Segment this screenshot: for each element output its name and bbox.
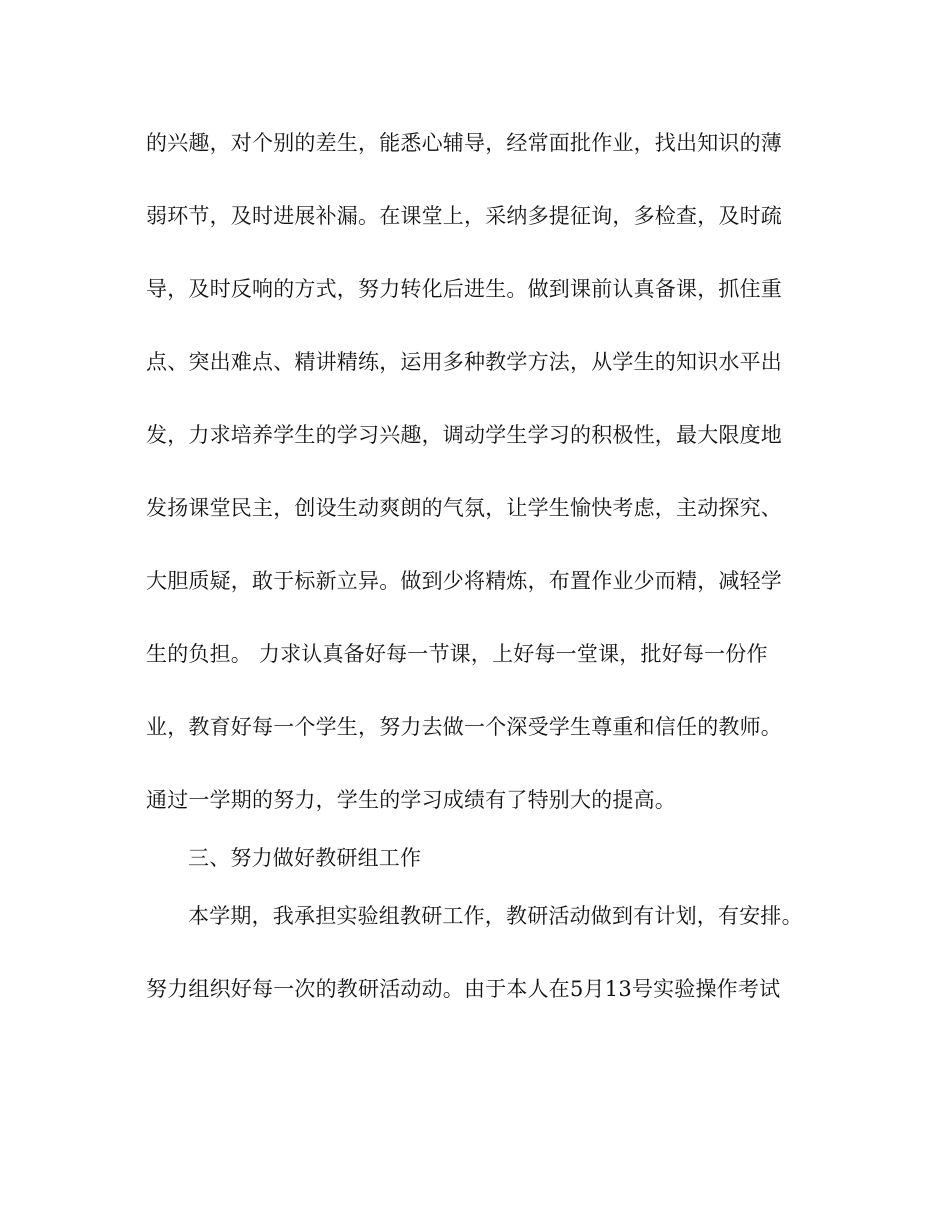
text-line: 努力组织好每一次的教研活动动。由于本人在5月13号实验操作考试 — [146, 977, 781, 1001]
text-line: 弱环节，及时进展补漏。在课堂上，采纳多提征询，多检查，及时疏 — [146, 204, 782, 228]
text-line: 的兴趣，对个别的差生，能悉心辅导，经常面批作业，找出知识的薄 — [146, 131, 782, 155]
text-line: 大胆质疑，敢于标新立异。做到少将精炼，布置作业少而精，减轻学 — [146, 569, 782, 593]
text-line: 生的负担。 力求认真备好每一节课，上好每一堂课，批好每一份作 — [146, 642, 768, 666]
text-line: 本学期，我承担实验组教研工作，教研活动做到有计划，有安排。 — [188, 904, 803, 928]
text-line: 发，力求培养学生的学习兴趣，调动学生学习的积极性，最大限度地 — [146, 423, 782, 447]
text-line: 业，教育好每一个学生，努力去做一个深受学生尊重和信任的教师。 — [146, 715, 782, 739]
section-heading: 三、努力做好教研组工作 — [188, 846, 422, 870]
text-line: 点、突出难点、精讲精练，运用多种教学方法，从学生的知识水平出 — [146, 350, 782, 374]
text-line: 发扬课堂民主，创设生动爽朗的气氛，让学生愉快考虑，主动探究、 — [146, 496, 782, 520]
text-line: 导，及时反响的方式，努力转化后进生。做到课前认真备课，抓住重 — [146, 277, 782, 301]
text-line: 通过一学期的努力，学生的学习成绩有了特别大的提高。 — [146, 788, 676, 812]
